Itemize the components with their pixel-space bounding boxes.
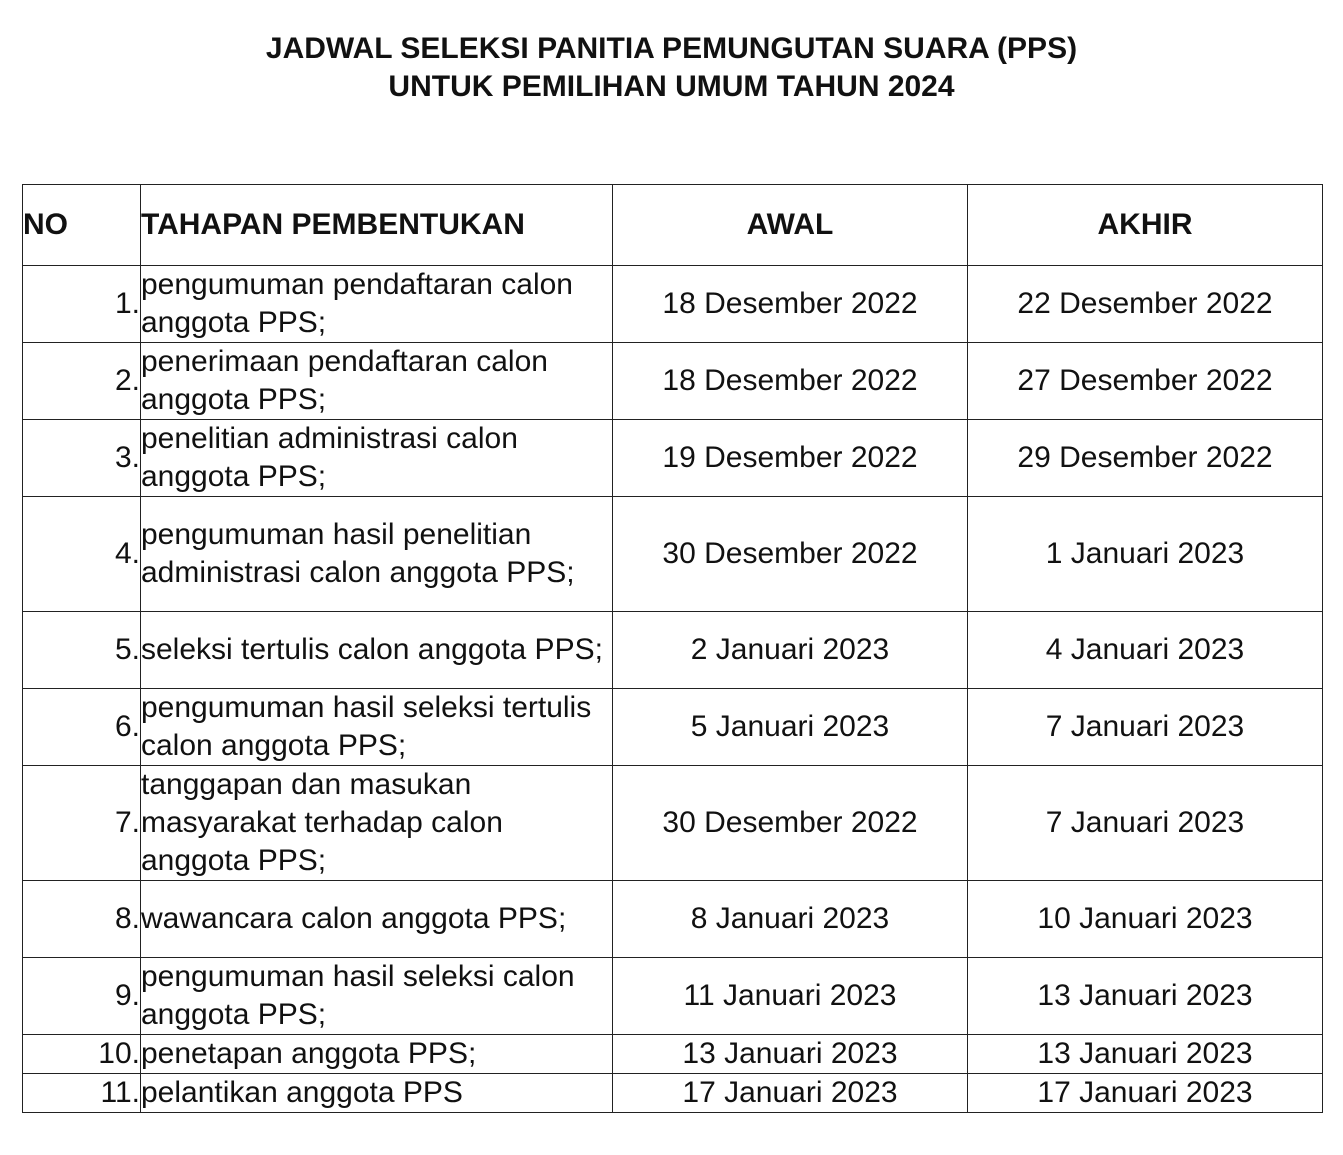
row-number: 3.: [23, 420, 141, 497]
row-end-date: 4 Januari 2023: [968, 612, 1323, 689]
row-start-date: 18 Desember 2022: [613, 266, 968, 343]
table-row: [23, 958, 1323, 1035]
row-stage: penelitian administrasi calon anggota PPS;: [141, 420, 613, 497]
header-stage: TAHAPAN PEMBENTUKAN: [141, 185, 613, 266]
row-start-date: 19 Desember 2022: [613, 420, 968, 497]
table-row: [23, 689, 1323, 766]
row-end-date: 27 Desember 2022: [968, 343, 1323, 420]
row-number: 5.: [23, 612, 141, 689]
row-end-date: 29 Desember 2022: [968, 420, 1323, 497]
table-row: [23, 766, 1323, 881]
table-row: [23, 881, 1323, 958]
row-start-date: 13 Januari 2023: [613, 1035, 968, 1074]
row-number: 4.: [23, 497, 141, 612]
row-start-date: 11 Januari 2023: [613, 958, 968, 1035]
row-stage: penerimaan pendaftaran calon anggota PPS;: [141, 343, 613, 420]
row-number: 7.: [23, 766, 141, 881]
row-stage: pengumuman hasil seleksi calon anggota PPS;: [141, 958, 613, 1035]
row-start-date: 17 Januari 2023: [613, 1074, 968, 1113]
row-start-date: 18 Desember 2022: [613, 343, 968, 420]
row-stage: pengumuman pendaftaran calon anggota PPS;: [141, 266, 613, 343]
row-number: 6.: [23, 689, 141, 766]
row-number: 8.: [23, 881, 141, 958]
row-end-date: 13 Januari 2023: [968, 1035, 1323, 1074]
row-start-date: 8 Januari 2023: [613, 881, 968, 958]
row-number: 9.: [23, 958, 141, 1035]
table-row: [23, 612, 1323, 689]
header-no: NO: [23, 185, 141, 266]
row-end-date: 17 Januari 2023: [968, 1074, 1323, 1113]
header-end: AKHIR: [968, 185, 1323, 266]
row-number: 1.: [23, 266, 141, 343]
table-header-row: [23, 185, 1323, 266]
table-row: [23, 1074, 1323, 1113]
row-start-date: 30 Desember 2022: [613, 766, 968, 881]
row-end-date: 7 Januari 2023: [968, 766, 1323, 881]
row-stage: pengumuman hasil penelitian administrasi calon anggota PPS;: [141, 497, 613, 612]
row-end-date: 1 Januari 2023: [968, 497, 1323, 612]
header-start: AWAL: [613, 185, 968, 266]
row-stage: penetapan anggota PPS;: [141, 1035, 613, 1074]
row-start-date: 2 Januari 2023: [613, 612, 968, 689]
row-stage: seleksi tertulis calon anggota PPS;: [141, 612, 613, 689]
document-title: [0, 30, 1343, 106]
title-line-1: JADWAL SELEKSI PANITIA PEMUNGUTAN SUARA (PPS): [265, 32, 1078, 65]
row-end-date: 7 Januari 2023: [968, 689, 1323, 766]
row-stage: pelantikan anggota PPS: [141, 1074, 613, 1113]
row-stage: pengumuman hasil seleksi tertulis calon anggota PPS;: [141, 689, 613, 766]
table-row: [23, 420, 1323, 497]
schedule-table: [22, 184, 1323, 1113]
row-end-date: 13 Januari 2023: [968, 958, 1323, 1035]
row-start-date: 5 Januari 2023: [613, 689, 968, 766]
table-row: [23, 266, 1323, 343]
row-start-date: 30 Desember 2022: [613, 497, 968, 612]
row-stage: tanggapan dan masukan masyarakat terhadap calon anggota PPS;: [141, 766, 613, 881]
row-number: 10.: [23, 1035, 141, 1074]
table-row: [23, 343, 1323, 420]
row-stage: wawancara calon anggota PPS;: [141, 881, 613, 958]
title-line-2: UNTUK PEMILIHAN UMUM TAHUN 2024: [388, 70, 955, 103]
row-number: 11.: [23, 1074, 141, 1113]
row-number: 2.: [23, 343, 141, 420]
row-end-date: 10 Januari 2023: [968, 881, 1323, 958]
table-row: [23, 497, 1323, 612]
table-row: [23, 1035, 1323, 1074]
row-end-date: 22 Desember 2022: [968, 266, 1323, 343]
